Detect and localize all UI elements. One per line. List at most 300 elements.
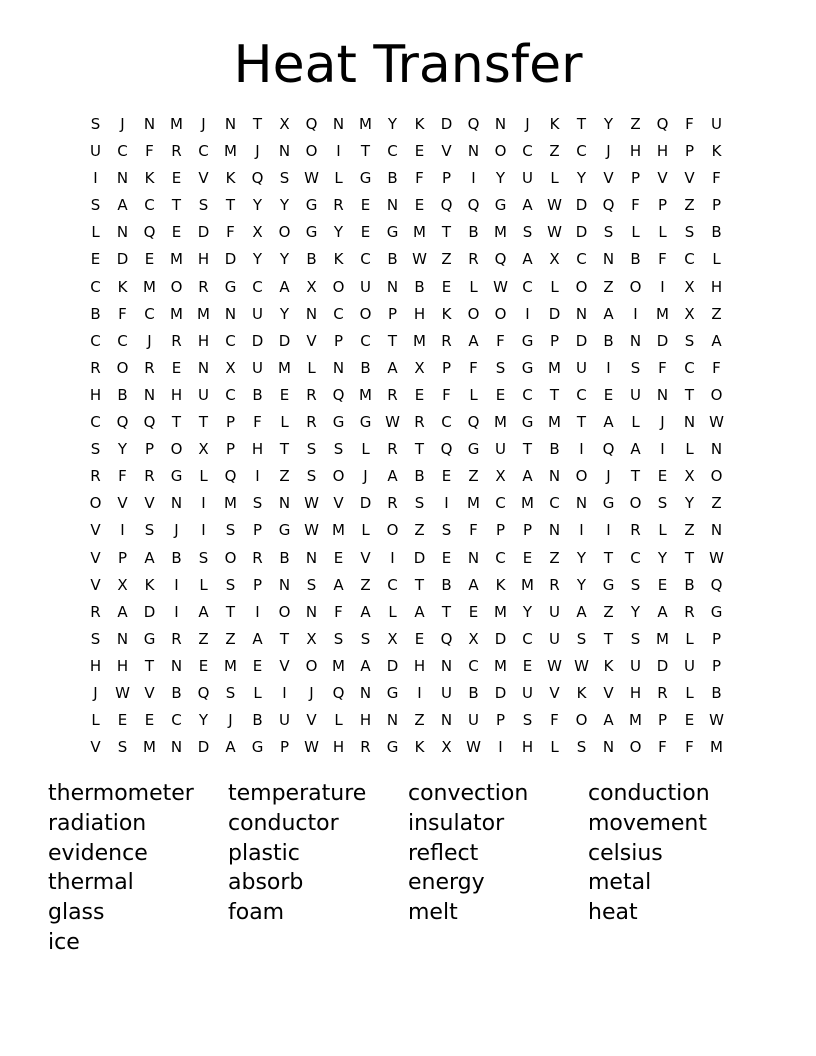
grid-letter: S	[198, 196, 209, 215]
grid-letter: R	[630, 521, 641, 540]
grid-letter: H	[89, 385, 102, 404]
grid-letter: W	[115, 683, 130, 702]
grid-letter: N	[656, 385, 669, 404]
grid-letter: J	[363, 467, 368, 486]
grid-letter: T	[279, 440, 290, 459]
grid-letter: Z	[630, 115, 641, 133]
grid-letter: P	[117, 548, 128, 567]
grid-letter: I	[201, 521, 206, 540]
grid-letter: Y	[333, 223, 344, 242]
grid-letter: G	[278, 521, 291, 540]
grid-letter: S	[603, 223, 614, 242]
grid-row	[82, 626, 730, 653]
grid-letter: M	[170, 115, 183, 133]
grid-letter: L	[91, 223, 100, 242]
grid-letter: E	[171, 223, 182, 242]
grid-letter: Z	[549, 548, 560, 567]
grid-letter: S	[630, 575, 641, 594]
grid-letter: P	[279, 738, 290, 757]
grid-letter: N	[224, 115, 237, 133]
grid-letter: T	[198, 413, 209, 432]
grid-letter: L	[307, 358, 316, 377]
grid-letter: T	[387, 331, 398, 350]
grid-letter: Z	[360, 575, 371, 594]
grid-letter: Q	[143, 223, 156, 242]
grid-letter: M	[224, 494, 237, 513]
grid-letter: C	[441, 413, 452, 432]
grid-letter: T	[684, 548, 695, 567]
grid-letter: U	[279, 711, 290, 730]
grid-letter: E	[603, 385, 614, 404]
word-list-item: ice	[48, 929, 80, 955]
grid-letter: K	[144, 575, 155, 594]
grid-letter: Z	[684, 196, 695, 215]
grid-letter: S	[630, 358, 641, 377]
grid-letter: G	[386, 683, 399, 702]
grid-letter: O	[710, 385, 723, 404]
grid-letter: C	[387, 142, 398, 161]
grid-letter: L	[631, 223, 640, 242]
grid-letter: G	[521, 413, 534, 432]
grid-row	[82, 680, 730, 707]
grid-letter: D	[656, 656, 669, 675]
grid-letter: J	[93, 683, 98, 702]
grid-letter: L	[334, 711, 343, 730]
grid-letter: M	[332, 521, 345, 540]
grid-letter: C	[576, 385, 587, 404]
grid-letter: E	[684, 711, 695, 730]
grid-letter: K	[576, 683, 587, 702]
grid-letter: N	[710, 521, 723, 540]
grid-letter: S	[576, 738, 587, 757]
grid-letter: S	[360, 629, 371, 648]
grid-letter: C	[522, 385, 533, 404]
grid-letter: M	[143, 738, 156, 757]
grid-letter: X	[468, 629, 479, 648]
grid-letter: O	[575, 711, 588, 730]
grid-letter: D	[278, 331, 291, 350]
grid-letter: V	[90, 575, 101, 594]
grid-letter: P	[252, 521, 263, 540]
grid-letter: O	[170, 440, 183, 459]
grid-letter: N	[386, 196, 399, 215]
grid-letter: L	[253, 683, 262, 702]
grid-letter: M	[359, 385, 372, 404]
grid-letter: D	[413, 548, 426, 567]
grid-letter: R	[90, 602, 101, 621]
grid-letter: R	[441, 331, 452, 350]
grid-letter: C	[90, 413, 101, 432]
grid-letter: Y	[252, 196, 263, 215]
grid-letter: L	[685, 440, 694, 459]
grid-letter: X	[117, 575, 128, 594]
grid-letter: P	[549, 331, 560, 350]
grid-letter: V	[333, 494, 344, 513]
grid-row	[82, 463, 730, 490]
grid-letter: M	[143, 277, 156, 296]
grid-letter: P	[387, 304, 398, 323]
grid-letter: N	[575, 494, 588, 513]
grid-letter: A	[657, 602, 668, 621]
grid-letter: D	[575, 196, 588, 215]
grid-letter: I	[525, 304, 530, 323]
grid-letter: L	[280, 413, 289, 432]
grid-letter: A	[117, 196, 128, 215]
grid-letter: I	[282, 683, 287, 702]
grid-letter: C	[360, 250, 371, 269]
grid-letter: J	[201, 115, 206, 133]
grid-letter: D	[440, 115, 453, 133]
grid-letter: D	[197, 738, 210, 757]
grid-letter: K	[414, 738, 425, 757]
grid-letter: W	[304, 494, 319, 513]
grid-letter: F	[631, 196, 640, 215]
grid-letter: H	[629, 142, 642, 161]
grid-letter: B	[414, 467, 425, 486]
grid-letter: C	[522, 277, 533, 296]
grid-letter: S	[90, 629, 101, 648]
grid-letter: V	[603, 683, 614, 702]
grid-letter: P	[630, 169, 641, 188]
grid-row	[82, 219, 730, 246]
grid-letter: P	[225, 440, 236, 459]
grid-letter: E	[144, 711, 155, 730]
grid-letter: L	[469, 385, 478, 404]
grid-letter: D	[656, 331, 669, 350]
grid-letter: V	[144, 683, 155, 702]
grid-letter: T	[576, 115, 587, 133]
grid-letter: Y	[684, 494, 695, 513]
grid-letter: D	[224, 250, 237, 269]
grid-letter: T	[441, 223, 452, 242]
word-list-item: thermal	[48, 870, 134, 896]
grid-letter: N	[224, 304, 237, 323]
grid-letter: A	[414, 602, 425, 621]
grid-letter: W	[547, 196, 562, 215]
grid-letter: H	[521, 738, 534, 757]
grid-letter: T	[603, 629, 614, 648]
grid-letter: O	[305, 656, 318, 675]
grid-letter: F	[118, 304, 127, 323]
grid-letter: Y	[522, 602, 533, 621]
grid-letter: O	[629, 277, 642, 296]
grid-letter: C	[549, 494, 560, 513]
grid-letter: H	[413, 656, 426, 675]
grid-letter: B	[468, 683, 479, 702]
grid-letter: I	[174, 602, 179, 621]
grid-letter: N	[710, 440, 723, 459]
grid-letter: G	[494, 196, 507, 215]
grid-letter: Q	[467, 413, 480, 432]
grid-letter: Q	[710, 575, 723, 594]
grid-letter: U	[522, 169, 533, 188]
grid-letter: C	[90, 277, 101, 296]
grid-letter: Z	[468, 467, 479, 486]
grid-row	[82, 192, 730, 219]
grid-letter: O	[332, 467, 345, 486]
grid-letter: F	[226, 223, 235, 242]
grid-letter: M	[710, 738, 723, 757]
grid-letter: W	[385, 413, 400, 432]
grid-letter: J	[255, 142, 260, 161]
grid-letter: M	[278, 358, 291, 377]
grid-letter: E	[522, 548, 533, 567]
grid-letter: S	[144, 521, 155, 540]
grid-letter: M	[413, 331, 426, 350]
grid-letter: N	[305, 304, 318, 323]
grid-letter: G	[602, 494, 615, 513]
grid-letter: S	[306, 467, 317, 486]
grid-letter: N	[494, 115, 507, 133]
grid-letter: T	[414, 575, 425, 594]
word-list-item: conduction	[588, 781, 710, 806]
grid-letter: T	[441, 602, 452, 621]
grid-letter: H	[629, 683, 642, 702]
grid-letter: O	[386, 521, 399, 540]
grid-letter: G	[521, 331, 534, 350]
grid-letter: U	[441, 683, 452, 702]
grid-letter: L	[685, 683, 694, 702]
grid-letter: M	[170, 250, 183, 269]
grid-letter: N	[629, 331, 642, 350]
grid-letter: I	[471, 169, 476, 188]
grid-letter: G	[224, 277, 237, 296]
grid-letter: J	[660, 413, 665, 432]
grid-letter: R	[252, 548, 263, 567]
grid-letter: M	[170, 304, 183, 323]
grid-letter: Y	[117, 440, 128, 459]
grid-letter: T	[576, 413, 587, 432]
grid-letter: N	[602, 250, 615, 269]
grid-letter: Y	[387, 115, 398, 133]
grid-letter: M	[656, 304, 669, 323]
grid-letter: N	[602, 738, 615, 757]
grid-letter: A	[252, 629, 263, 648]
grid-letter: M	[494, 223, 507, 242]
grid-letter: N	[170, 494, 183, 513]
grid-letter: E	[144, 250, 155, 269]
grid-letter: I	[660, 440, 665, 459]
grid-letter: C	[630, 548, 641, 567]
grid-letter: T	[414, 440, 425, 459]
grid-letter: G	[359, 169, 372, 188]
grid-letter: S	[198, 548, 209, 567]
grid-letter: V	[306, 711, 317, 730]
grid-letter: R	[171, 331, 182, 350]
grid-letter: R	[468, 250, 479, 269]
grid-letter: L	[550, 169, 559, 188]
grid-row	[82, 490, 730, 517]
grid-letter: H	[170, 385, 183, 404]
grid-letter: W	[466, 738, 481, 757]
grid-letter: Q	[332, 683, 345, 702]
grid-letter: H	[359, 711, 372, 730]
grid-letter: Y	[576, 169, 587, 188]
grid-letter: M	[359, 115, 372, 133]
grid-letter: Z	[279, 467, 290, 486]
grid-letter: F	[496, 331, 505, 350]
grid-letter: V	[90, 548, 101, 567]
grid-letter: B	[279, 548, 290, 567]
grid-letter: K	[414, 115, 425, 133]
grid-letter: I	[633, 304, 638, 323]
letter-grid	[82, 111, 730, 761]
grid-letter: O	[305, 142, 318, 161]
grid-letter: O	[278, 602, 291, 621]
grid-letter: G	[332, 413, 345, 432]
grid-letter: U	[630, 385, 641, 404]
grid-letter: P	[225, 413, 236, 432]
grid-letter: Z	[414, 521, 425, 540]
grid-letter: R	[171, 142, 182, 161]
grid-letter: T	[684, 385, 695, 404]
grid-letter: J	[147, 331, 152, 350]
grid-letter: E	[252, 656, 263, 675]
grid-letter: Z	[414, 711, 425, 730]
word-list-item: metal	[588, 870, 652, 896]
grid-letter: N	[116, 223, 129, 242]
grid-letter: X	[306, 277, 317, 296]
grid-letter: G	[710, 602, 723, 621]
grid-letter: C	[198, 142, 209, 161]
grid-letter: O	[359, 304, 372, 323]
grid-letter: G	[143, 629, 156, 648]
grid-letter: E	[90, 250, 101, 269]
grid-letter: T	[225, 602, 236, 621]
grid-letter: Y	[279, 196, 290, 215]
grid-letter: D	[386, 656, 399, 675]
grid-letter: E	[414, 629, 425, 648]
grid-letter: S	[279, 169, 290, 188]
grid-letter: L	[199, 575, 208, 594]
grid-letter: K	[549, 115, 560, 133]
grid-letter: W	[304, 738, 319, 757]
grid-letter: S	[225, 683, 236, 702]
grid-letter: C	[522, 629, 533, 648]
grid-letter: C	[252, 277, 263, 296]
grid-letter: V	[90, 521, 101, 540]
grid-letter: A	[630, 440, 641, 459]
grid-letter: W	[547, 223, 562, 242]
grid-row	[82, 436, 730, 463]
grid-letter: Q	[494, 250, 507, 269]
grid-letter: T	[171, 196, 182, 215]
grid-letter: N	[440, 656, 453, 675]
grid-letter: F	[658, 738, 667, 757]
grid-letter: C	[225, 331, 236, 350]
grid-letter: Z	[684, 521, 695, 540]
grid-letter: B	[549, 440, 560, 459]
grid-letter: A	[387, 358, 398, 377]
grid-letter: Y	[657, 548, 668, 567]
grid-letter: X	[306, 629, 317, 648]
grid-letter: N	[359, 683, 372, 702]
grid-letter: B	[171, 683, 182, 702]
grid-letter: K	[711, 142, 722, 161]
grid-letter: O	[710, 467, 723, 486]
grid-letter: P	[522, 521, 533, 540]
grid-letter: C	[144, 196, 155, 215]
grid-letter: O	[170, 277, 183, 296]
grid-letter: G	[467, 440, 480, 459]
grid-letter: K	[225, 169, 236, 188]
grid-letter: B	[90, 304, 101, 323]
grid-letter: N	[143, 115, 156, 133]
grid-letter: A	[360, 656, 371, 675]
grid-letter: G	[359, 413, 372, 432]
grid-letter: N	[278, 494, 291, 513]
grid-letter: J	[309, 683, 314, 702]
grid-letter: R	[171, 629, 182, 648]
grid-letter: B	[441, 575, 452, 594]
grid-letter: Q	[467, 196, 480, 215]
grid-letter: R	[414, 413, 425, 432]
grid-letter: J	[606, 467, 611, 486]
grid-letter: D	[197, 223, 210, 242]
grid-letter: H	[710, 277, 723, 296]
grid-letter: S	[522, 223, 533, 242]
grid-letter: P	[657, 711, 668, 730]
grid-letter: F	[658, 358, 667, 377]
grid-letter: M	[224, 656, 237, 675]
grid-letter: J	[228, 711, 233, 730]
grid-letter: U	[252, 358, 263, 377]
grid-letter: I	[93, 169, 98, 188]
grid-letter: A	[576, 602, 587, 621]
grid-letter: P	[657, 196, 668, 215]
grid-letter: R	[360, 738, 371, 757]
grid-letter: F	[415, 169, 424, 188]
grid-letter: G	[251, 738, 264, 757]
grid-row	[82, 545, 730, 572]
grid-letter: P	[495, 711, 506, 730]
grid-letter: E	[657, 467, 668, 486]
grid-letter: T	[603, 548, 614, 567]
grid-letter: H	[251, 440, 264, 459]
grid-letter: H	[332, 738, 345, 757]
grid-letter: T	[252, 115, 263, 133]
grid-letter: N	[116, 169, 129, 188]
grid-letter: Z	[603, 602, 614, 621]
grid-letter: D	[575, 223, 588, 242]
grid-letter: E	[657, 575, 668, 594]
grid-letter: P	[711, 656, 722, 675]
grid-letter: B	[171, 548, 182, 567]
grid-letter: F	[442, 385, 451, 404]
grid-letter: G	[602, 575, 615, 594]
grid-letter: W	[412, 250, 427, 269]
grid-letter: B	[252, 711, 263, 730]
grid-letter: Q	[602, 440, 615, 459]
grid-letter: A	[387, 467, 398, 486]
grid-letter: Q	[440, 440, 453, 459]
grid-letter: U	[630, 656, 641, 675]
grid-letter: U	[549, 602, 560, 621]
grid-letter: N	[116, 629, 129, 648]
grid-letter: V	[360, 548, 371, 567]
word-list-item: celsius	[588, 840, 663, 866]
grid-letter: K	[441, 304, 452, 323]
word-list-item: foam	[228, 900, 285, 926]
grid-letter: P	[495, 521, 506, 540]
grid-letter: Y	[603, 115, 614, 133]
grid-letter: Q	[224, 467, 237, 486]
grid-letter: X	[684, 467, 695, 486]
grid-letter: D	[116, 250, 129, 269]
grid-letter: W	[709, 548, 724, 567]
grid-letter: N	[305, 602, 318, 621]
grid-letter: A	[522, 250, 533, 269]
